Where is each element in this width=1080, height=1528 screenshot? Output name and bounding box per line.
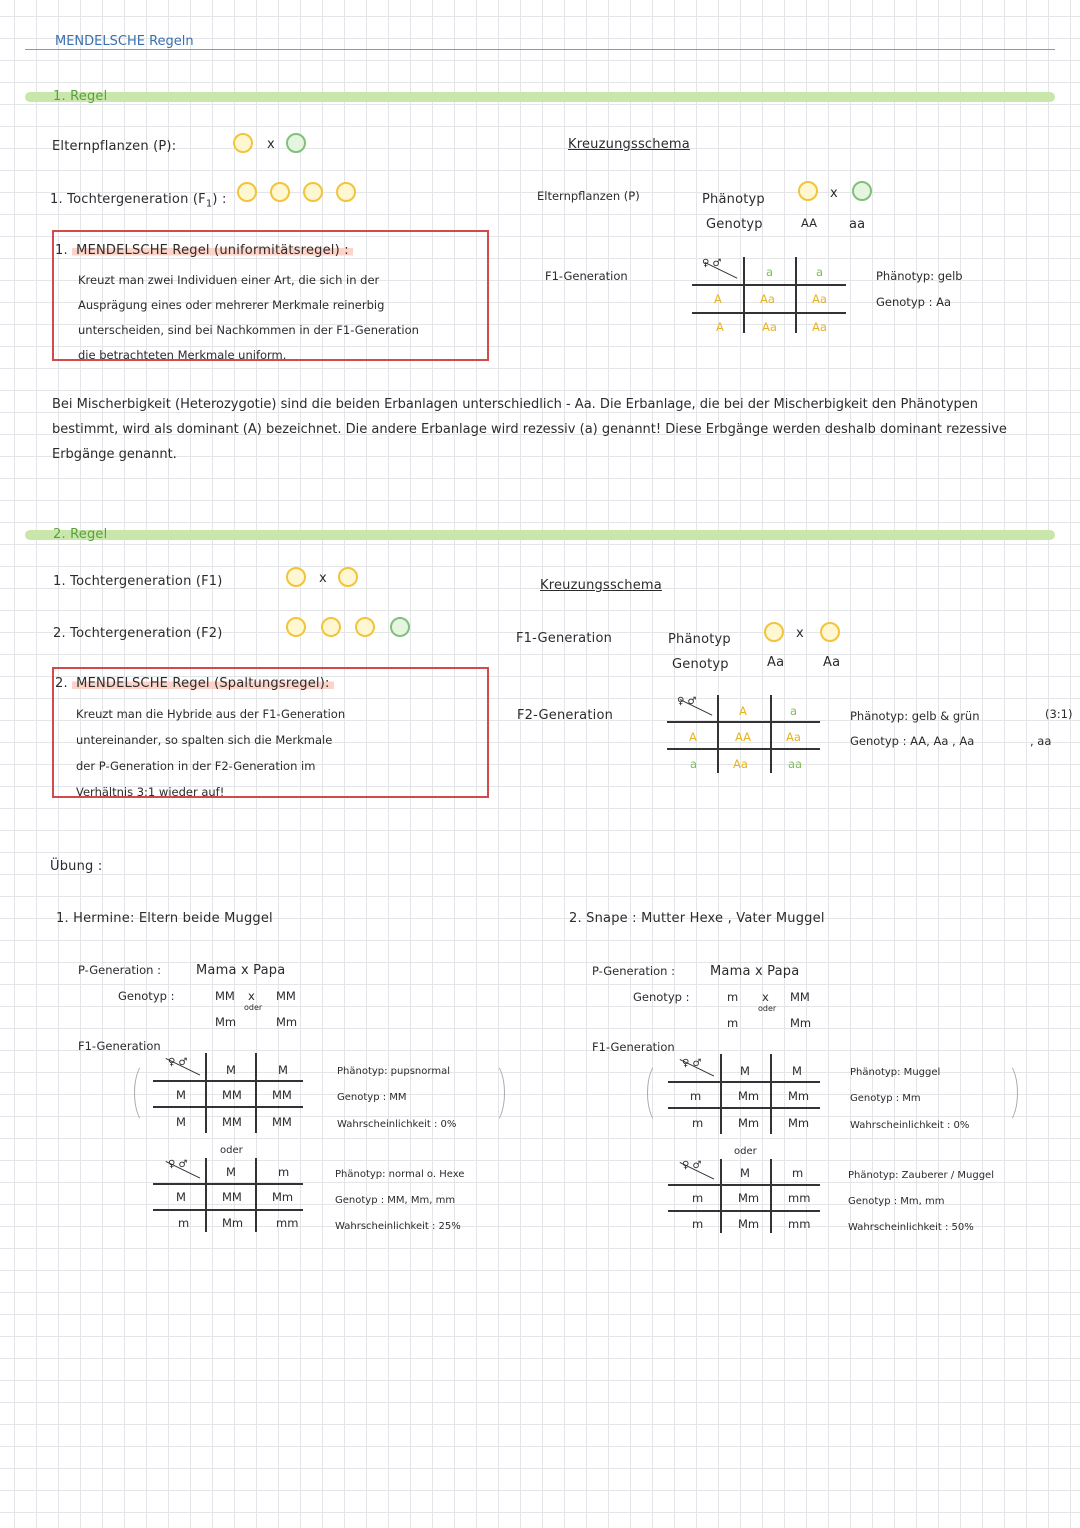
bracket-right [993, 1062, 1018, 1124]
snape-parents: Mama x Papa [710, 964, 800, 979]
rule1-phaenotyp-label: Phänotyp [702, 192, 765, 207]
rule2-ratio: (3:1) [1045, 707, 1073, 721]
rule2-f2-label: 2. Tochtergeneration (F2) [53, 626, 223, 641]
bracket-right [480, 1062, 505, 1124]
rule1-genotyp-label: Genotyp [706, 217, 763, 232]
rule1-scheme-parents: Elternpflanzen (P) [537, 189, 640, 203]
cross-symbol: x [267, 137, 275, 152]
bracket-left [134, 1062, 159, 1124]
yellow-pea-icon [303, 182, 323, 202]
female-male-icon: ♀ ♂ [682, 1058, 702, 1069]
yellow-pea-icon [798, 181, 818, 201]
rule1-f1-label: 1. Tochtergeneration $(F_1)$ : [50, 192, 227, 210]
female-male-icon: ♀ ♂ [677, 696, 697, 707]
rule2-scheme-title: Kreuzungsschema [540, 578, 662, 593]
rule1-parents-label: Elternpflanzen (P): [52, 139, 177, 154]
rule2-f1-generation-label: F1-Generation [516, 631, 613, 646]
rule1-band [25, 92, 1055, 102]
bracket-left [647, 1062, 672, 1124]
cross-symbol: x [830, 186, 838, 201]
green-pea-icon [390, 617, 410, 637]
yellow-pea-icon [321, 617, 341, 637]
yellow-pea-icon [338, 567, 358, 587]
heterozygosity-paragraph: Bei Mischerbigkeit (Heterozygotie) sind die beiden Erbanlagen unterschiedlich - Aa. Die Erbanlage, die bei der Mischerbigkeit den Phänotypen bestimmt, wird als dominant (A) bezeichnet. Die andere Erbanlage wird rezessiv (a) genannt! Diese Erbgänge werden deshalb dominant rezessive Erbgänge genannt. [52, 397, 1007, 462]
yellow-pea-icon [355, 617, 375, 637]
rule2-f2-generation-label: F2-Generation [517, 708, 614, 723]
snape-oder: oder [734, 1146, 757, 1157]
snape-f1-label: F1-Generation [592, 1040, 675, 1054]
rule2-band [25, 530, 1055, 540]
snape-res2-prob: Wahrscheinlichkeit : 50% [848, 1222, 974, 1233]
rule2-result-genotyp-extra: , aa [1030, 734, 1052, 748]
rule1-gen-left: AA [801, 216, 818, 230]
hermine-res2-prob: Wahrscheinlichkeit : 25% [335, 1221, 461, 1232]
female-male-icon: ♀ ♂ [168, 1159, 188, 1170]
rule1-f1-generation-label: F1-Generation [545, 269, 628, 283]
snape-res1-genotyp: Genotyp : Mm [850, 1093, 921, 1104]
snape-res1-prob: Wahrscheinlichkeit : 0% [850, 1120, 970, 1131]
female-male-icon: ♀ ♂ [682, 1160, 702, 1171]
yellow-pea-icon [286, 567, 306, 587]
snape-res2-genotyp: Genotyp : Mm, mm [848, 1196, 945, 1207]
rule2-gen-right: Aa [823, 655, 841, 670]
yellow-pea-icon [336, 182, 356, 202]
hermine-res2-genotyp: Genotyp : MM, Mm, mm [335, 1195, 456, 1206]
hermine-parents: Mama x Papa [196, 963, 286, 978]
hermine-res1-genotyp: Genotyp : MM [337, 1092, 407, 1103]
hermine-res2-phaenotyp: Phänotyp: normal o. Hexe [335, 1169, 465, 1180]
rule2-genotyp-label: Genotyp [672, 657, 729, 672]
green-pea-icon [852, 181, 872, 201]
rule2-box-title: 2. MENDELSCHE Regel (Spaltungsregel): [55, 676, 334, 691]
rule1-result-genotyp: Genotyp : Aa [876, 295, 952, 309]
rule2-result-genotyp: Genotyp : AA, Aa , Aa [850, 734, 975, 748]
rule1-heading: 1. Regel [53, 89, 108, 104]
rule1-box-title: 1. MENDELSCHE Regel (uniformitätsregel) : [55, 243, 353, 258]
rule2-box-text: Kreuzt man die Hybride aus der F1-Generation untereinander, so spalten sich die Merkmale der P-Generation in der F2-Generation im Verhältnis 3:1 wieder auf! [76, 707, 346, 799]
hermine-res1-prob: Wahrscheinlichkeit : 0% [337, 1119, 457, 1130]
rule1-result-phaenotyp: Phänotyp: gelb [876, 269, 963, 283]
rule2-gen-left: Aa [767, 655, 785, 670]
hermine-f1-label: F1-Generation [78, 1039, 161, 1053]
yellow-pea-icon [286, 617, 306, 637]
rule1-scheme-title: Kreuzungsschema [568, 137, 690, 152]
yellow-pea-icon [270, 182, 290, 202]
green-pea-icon [286, 133, 306, 153]
yellow-pea-icon [237, 182, 257, 202]
hermine-title: 1. Hermine: Eltern beide Muggel [56, 911, 273, 926]
rule2-f1-label: 1. Tochtergeneration (F1) [53, 574, 223, 589]
snape-res2-phaenotyp: Phänotyp: Zauberer / Muggel [848, 1170, 994, 1181]
hermine-genotyp-label: Genotyp : [118, 989, 175, 1003]
yellow-pea-icon [764, 622, 784, 642]
page-title: MENDELSCHE Regeln [55, 34, 194, 49]
hermine-oder: oder [220, 1145, 243, 1156]
rule2-phaenotyp-label: Phänotyp [668, 632, 731, 647]
snape-genotyp-label: Genotyp : [633, 990, 690, 1004]
hermine-res1-phaenotyp: Phänotyp: pupsnormal [337, 1066, 450, 1077]
rule1-box-text: Kreuzt man zwei Individuen einer Art, die sich in der Ausprägung eines oder mehrerer Merkmale reinerbig unterscheiden, sind bei Nachkommen in der F1-Generation die betrachteten Merkmale uniform. [78, 273, 419, 362]
cross-symbol: x [319, 571, 327, 586]
snape-pgen-label: P-Generation : [592, 964, 675, 978]
yellow-pea-icon [820, 622, 840, 642]
snape-res1-phaenotyp: Phänotyp: Muggel [850, 1067, 941, 1078]
exercise-label: Übung : [50, 859, 103, 874]
rule1-gen-right: aa [849, 217, 866, 232]
title-rule [25, 49, 1055, 50]
rule2-heading: 2. Regel [53, 527, 108, 542]
rule2-result-phaenotyp: Phänotyp: gelb & grün [850, 709, 980, 723]
cross-symbol: x [796, 626, 804, 641]
snape-title: 2. Snape : Mutter Hexe , Vater Muggel [569, 911, 825, 926]
female-male-icon: ♀ ♂ [168, 1057, 188, 1068]
female-male-icon: ♀ ♂ [702, 258, 722, 269]
hermine-pgen-label: P-Generation : [78, 963, 161, 977]
yellow-pea-icon [233, 133, 253, 153]
